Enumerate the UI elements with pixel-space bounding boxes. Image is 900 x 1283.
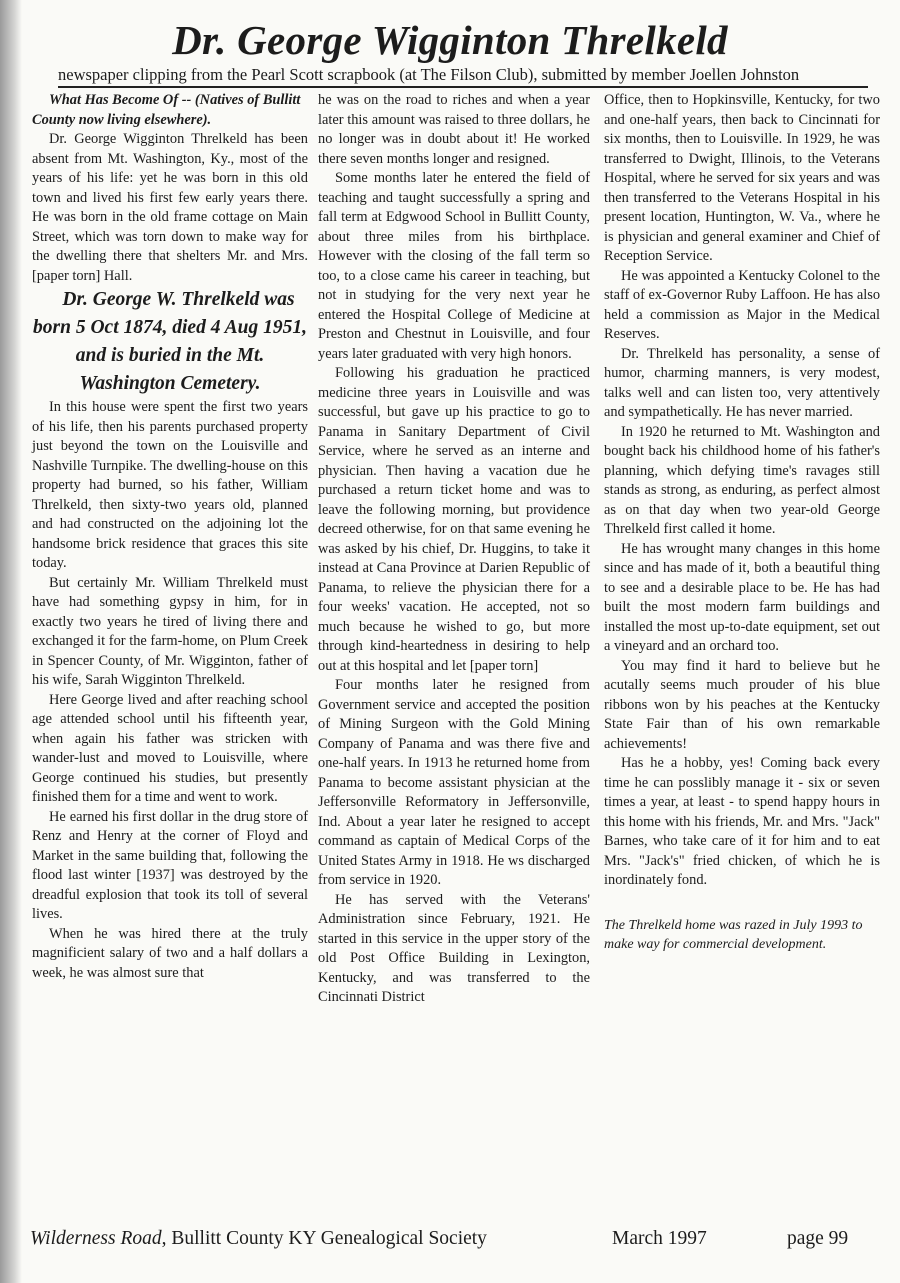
paragraph: But certainly Mr. William Threlkeld must have had something gypsy in him, for in exactly two years he tired of living there and exchanged it for the farm-home, on Plum Creek in Spencer County, of Mr. Wigginton, father of his wife, Sarah Wigginton Threlkeld. xyxy=(32,574,308,688)
paragraph: Dr. Threlkeld has personality, a sense of humor, charming manners, is very modest, talks well and can listen too, very attentively and sympathetically. He has never married. xyxy=(604,345,880,420)
page-number: page 99 xyxy=(787,1228,849,1249)
paragraph: He was appointed a Kentucky Colonel to the staff of ex-Governor Ruby Laffoon. He has also held a commission as Major in the Medical Reserves. xyxy=(604,267,881,342)
page-binding-shadow xyxy=(0,0,22,1283)
photo-caption: The Threlkeld home was razed in July 1993 to make way for commercial development. xyxy=(604,917,863,952)
paragraph: Some months later he entered the field of teaching and taught successfully a spring and fall term at Edgwood School in Bullitt County, about three miles from his birthplace. However with the closing of the fall term so too, to a close came his career in teaching, but not in studying for the very next year he entered the Hospital College of Medicine at Preston and Chestnut in Louisville, and four years later graduated with very high honors. xyxy=(318,170,590,362)
paragraph: Dr. George Wigginton Threlkeld has been absent from Mt. Washington, Ky., most of the years of his life: yet he was born in this old town and lived his first few early years there. He was born in the old frame cottage on Main Street, which was torn down to make way for the dwelling there that shelters Mr. and Mrs. [paper torn] Hall. xyxy=(32,131,308,284)
paragraph: You may find it hard to believe but he acutally seems much prouder of his blue ribbons won by his peaches at the Kentucky State Fair than of his own remarkable achievements! xyxy=(604,657,880,752)
highlight-callout: Dr. George W. Threlkeld was born 5 Oct 1874, died 4 Aug 1951, and is buried in the Mt. Washington Cemetery. xyxy=(33,289,307,394)
issue-date: March 1997 xyxy=(612,1228,707,1249)
footer-publication xyxy=(30,1228,487,1250)
paragraph: When he was hired there at the truly magnificient salary of two and a half dollars a week, he was almost sure that xyxy=(32,925,308,981)
paragraph: In 1920 he returned to Mt. Washington and bought back his childhood home of his father's planning, which defying time's ravages still stands as strong, as enduring, as perfect almost as on that day when two year-old George Threlkeld first called it home. xyxy=(604,423,880,537)
paragraph: Office, then to Hopkinsville, Kentucky, for two and one-half years, then back to Cincinnati for six months, then to Louisville. In 1929, he was transferred to Dwight, Illinois, to the Veterans Hospital, where he served for six years and was then transferred to the Veterans Hospital in his present location, Huntington, W. Va., where he is physician and general examiner and Chief of Reception Service. xyxy=(604,92,880,264)
column-heading: What Has Become Of -- (Natives of Bullitt County now living elsewhere). xyxy=(32,92,301,128)
paragraph: In this house were spent the first two years of his life, then his parents purchased property just beyond the town on the Louisville and Nashville Turnpike. The dwelling-house on this property had burned, so his father, William Threlkeld, then sixty-two years old, planned and had constructed on the adjoining lot the handsome brick residence that graces this site today. xyxy=(32,399,308,571)
paragraph: Following his graduation he practiced medicine three years in Louisville and was successful, but gave up his practice to go to Panama in Sanitary Department of Civil Service, where he served as an interne and physician. Then having a vacation due he purchased a return ticket home and was to leave the following morning, but providence decreed otherwise, for on that same evening he was asked by his chief, Dr. Huggins, to take it instead at Cana Province at Darien Republic of Panama, to relieve the physician there for a four weeks' vacation. He accepted, not so much because he wished to go, but more through kind-heartedness in desiring to help out at this hospital and let [paper torn] xyxy=(318,365,590,674)
paragraph: he was on the road to riches and when a year later this amount was raised to three dollars, he no longer was in doubt about it! He worked there seven months longer and resigned. xyxy=(318,92,590,167)
publisher-name: , Bullitt County KY Genealogical Society xyxy=(161,1228,487,1249)
article-byline: newspaper clipping from the Pearl Scott scrapbook (at The Filson Club), submitted by member Joellen Johnston xyxy=(58,65,800,84)
column-3 xyxy=(604,91,880,955)
column-2 xyxy=(318,91,590,1008)
column-1 xyxy=(32,91,308,983)
title-rule xyxy=(58,86,868,88)
paragraph: He has wrought many changes in this home since and has made of it, both a beautiful thing to see and a desirable place to be. He has had built the most modern farm buildings and installed the most up-to-date equipment, set out a vineyard and an orchard too. xyxy=(604,540,880,654)
paragraph: Here George lived and after reaching school age attended school until his fifteenth year, when again his father was stricken with wander-lust and moved to Louisville, where George continued his studies, but presently finished them for a time and went to work. xyxy=(32,691,308,805)
paragraph: Has he a hobby, yes! Coming back every time he can posslibly manage it - six or seven times a year, at least - to spend happy hours in this home with his friends, Mr. and Mrs. "Jack" Barnes, who take care of it for him and to eat Mrs. "Jack's" fried chicken, of which he is inordinately fond. xyxy=(604,755,880,888)
article-title: Dr. George Wigginton Threlkeld xyxy=(172,17,728,63)
paragraph: Four months later he resigned from Government service and accepted the position of Mining Surgeon with the Gold Mining Company of Panama and was there five and one-half years. In 1913 he returned home from Panama to become assistant physician at the Jeffersonville Reformatory in Jeffersonville, Ind. About a year later he resigned to accept command as captain of Medical Corps of the United States Army in 1918. He ws discharged from service in 1920. xyxy=(318,677,590,888)
paragraph: He has served with the Veterans' Administration since February, 1921. He started in this service in the upper story of the old Post Office Building in Lexington, Kentucky, and was transferred to the Cincinnati District xyxy=(318,891,590,1005)
paragraph: He earned his first dollar in the drug store of Renz and Henry at the corner of Floyd and Market in the same building that, following the flood last winter [1937] was destroyed by the dreadful explosion that took its toll of several lives. xyxy=(32,808,308,922)
publication-title: Wilderness Road xyxy=(30,1228,162,1249)
page-footer xyxy=(30,1228,880,1258)
